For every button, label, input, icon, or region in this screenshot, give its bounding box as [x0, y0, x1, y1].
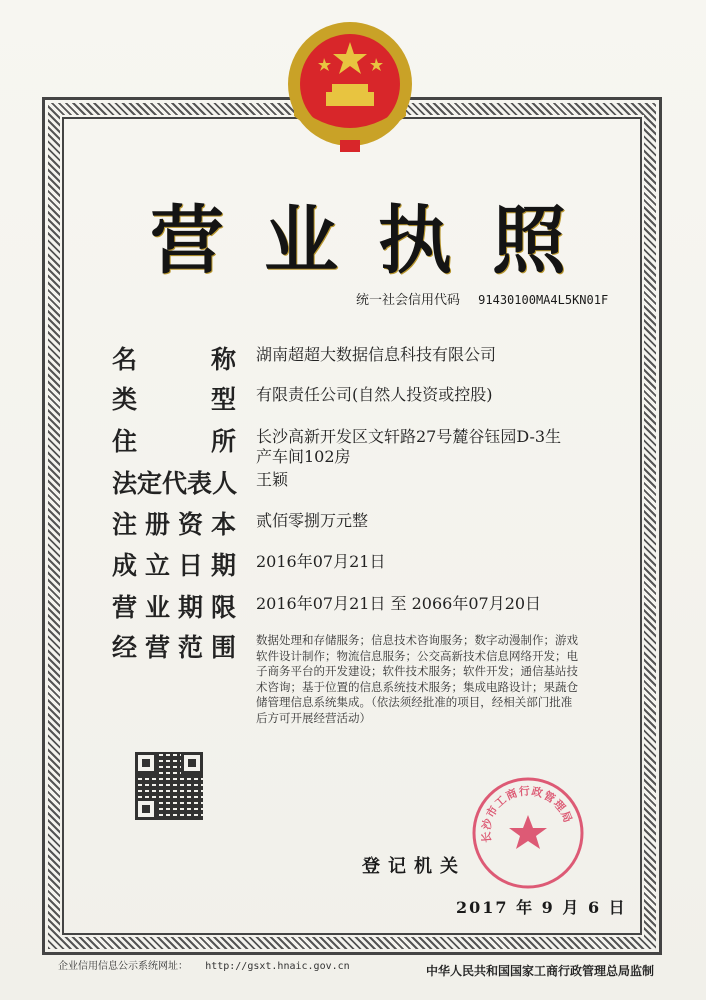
label-char: 定 — [137, 469, 163, 498]
registration-authority-label: 登记机关 — [362, 856, 466, 877]
seal-text: 长沙市工商行政管理局 — [479, 784, 575, 844]
label-char: 类 — [112, 385, 138, 414]
label-char: 期 — [177, 593, 203, 622]
official-seal-icon — [470, 775, 586, 891]
footer-issuer: 中华人民共和国国家工商行政管理总局监制 — [426, 964, 655, 978]
label-char: 注 — [112, 510, 138, 539]
label-char: 所 — [210, 427, 236, 456]
registration-date: 2017 年 9 月 6 日 — [456, 898, 627, 917]
field-label-established — [112, 546, 236, 582]
credit-code-line — [356, 289, 608, 308]
title-char: 营 — [150, 198, 228, 284]
credit-code-value: 91430100MA4L5KN01F — [478, 293, 609, 307]
label-char: 表 — [187, 469, 213, 498]
national-emblem-icon — [280, 12, 420, 162]
address-line-2: 产车间102房 — [256, 447, 351, 466]
field-label-type — [112, 380, 236, 416]
title-char: 照 — [492, 198, 570, 284]
title-char: 业 — [264, 198, 342, 284]
license-title — [150, 182, 570, 288]
label-char: 名 — [112, 345, 138, 374]
label-char: 营 — [144, 633, 170, 662]
field-value-established: 2016年07月21日 — [256, 552, 386, 571]
label-char: 人 — [212, 469, 238, 498]
field-label-legal-rep — [112, 464, 236, 500]
label-char: 限 — [210, 593, 236, 622]
label-char: 立 — [144, 551, 170, 580]
label-char: 本 — [210, 510, 236, 539]
field-value-scope: 数据处理和存储服务；信息技术咨询服务；数字动漫制作；游戏软件设计制作；物流信息服务；公交高新技术信息网络开发；电子商务平台的开发建设；软件技术服务；软件开发；通信基站技术咨询；基于位置的信息系统技术服务；集成电路设计；果蔬仓储管理信息系统集成。（依法须经批准的项目，经相关部门批准后方可开展经营活动） — [256, 633, 578, 725]
label-char: 期 — [210, 551, 236, 580]
field-label-capital — [112, 505, 236, 541]
label-char: 营 — [112, 593, 138, 622]
label-char: 型 — [210, 385, 236, 414]
title-char: 执 — [378, 198, 456, 284]
address-line-1: 长沙高新开发区文轩路27号麓谷钰园D-3生 — [256, 427, 562, 446]
label-char: 代 — [162, 469, 188, 498]
label-char: 册 — [144, 510, 170, 539]
label-char: 资 — [177, 510, 203, 539]
credit-code-label: 统一社会信用代码 — [356, 293, 461, 308]
label-char: 围 — [210, 633, 236, 662]
field-value-term: 2016年07月21日 至 2066年07月20日 — [256, 594, 542, 613]
label-char: 范 — [177, 633, 203, 662]
field-label-term — [112, 588, 236, 624]
field-value-name: 湖南超超大数据信息科技有限公司 — [256, 345, 497, 364]
label-char: 法 — [112, 469, 138, 498]
field-label-scope — [112, 628, 236, 664]
label-char: 住 — [112, 427, 138, 456]
field-label-name — [112, 340, 236, 376]
field-value-type: 有限责任公司(自然人投资或控股) — [256, 385, 493, 404]
footer-system-line — [58, 957, 350, 972]
field-value-legal-rep: 王颖 — [256, 470, 289, 489]
label-char: 经 — [112, 633, 138, 662]
footer-system-label: 企业信用信息公示系统网址： — [58, 961, 188, 972]
label-char: 成 — [112, 551, 138, 580]
field-value-capital: 贰佰零捌万元整 — [256, 511, 369, 530]
footer-system-url[interactable]: http://gsxt.hnaic.gov.cn — [205, 961, 350, 972]
label-char: 业 — [144, 593, 170, 622]
label-char: 称 — [210, 345, 236, 374]
label-char: 日 — [177, 551, 203, 580]
qr-code-icon[interactable] — [135, 752, 203, 820]
field-value-address — [256, 427, 586, 467]
field-label-address — [112, 422, 236, 458]
